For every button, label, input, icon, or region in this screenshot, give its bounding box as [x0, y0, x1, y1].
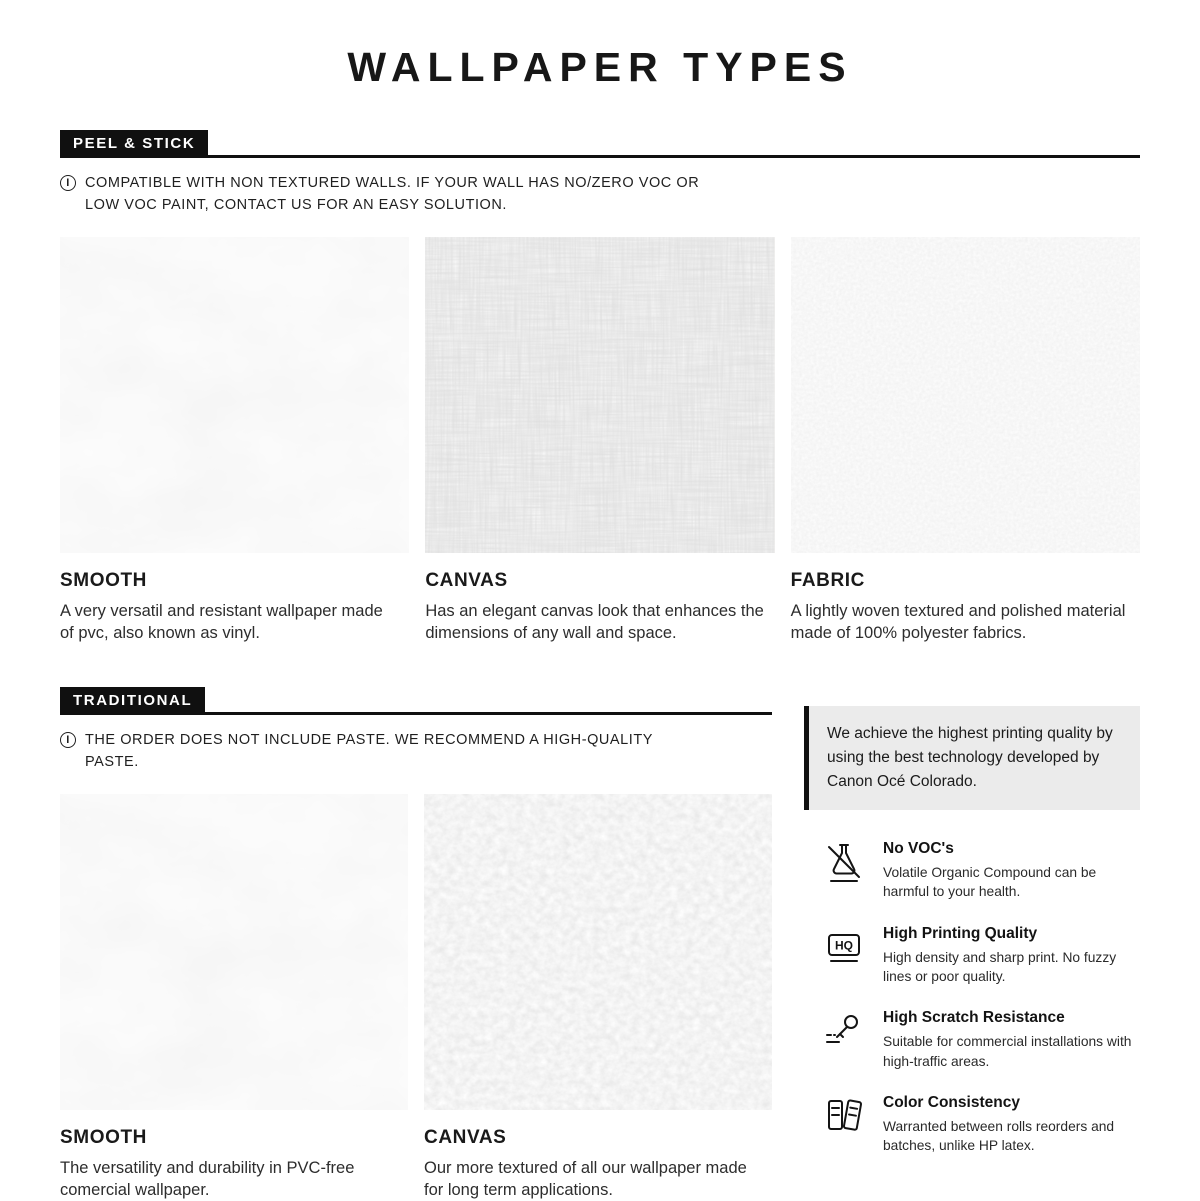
peel-stick-note	[60, 173, 700, 217]
swatch-card-fabric	[791, 237, 1140, 645]
fabric-texture-image	[791, 237, 1140, 553]
feature-title: High Scratch Resistance	[883, 1009, 1065, 1027]
info-icon: I	[60, 732, 76, 748]
swatch-description: Our more textured of all our wallpaper made for long term applications.	[424, 1158, 747, 1199]
feature-text	[883, 1094, 1135, 1156]
canvas-texture-image	[424, 794, 772, 1110]
smooth-texture-image	[60, 237, 409, 553]
traditional-section-chip: TRADITIONAL	[60, 687, 205, 713]
feature-list	[804, 840, 1140, 1156]
feature-title: No VOC's	[883, 840, 954, 858]
feature-color-consistency	[822, 1094, 1140, 1156]
feature-title: Color Consistency	[883, 1093, 1020, 1111]
peel-stick-section-header	[60, 129, 1140, 158]
no-voc-icon	[822, 840, 866, 884]
swatch-title: FABRIC	[790, 569, 865, 591]
peel-stick-section-chip: PEEL & STICK	[60, 130, 208, 156]
canvas-texture-image	[425, 237, 774, 553]
bottom-area	[60, 686, 1140, 1201]
peel-stick-note-text: COMPATIBLE WITH NON TEXTURED WALLS. IF YOUR WALL HAS NO/ZERO VOC OR LOW VOC PAINT, CONTACT US FOR AN EASY SOLUTION.	[85, 175, 700, 213]
traditional-section	[60, 686, 772, 1201]
swatch-card-smooth	[60, 794, 408, 1201]
feature-title: High Printing Quality	[883, 924, 1038, 942]
swatch-title: CANVAS	[425, 569, 508, 591]
feature-text	[883, 1009, 1135, 1071]
smooth-texture-image	[60, 794, 408, 1110]
peel-stick-swatch-grid	[60, 237, 1140, 645]
feature-description: High density and sharp print. No fuzzy lines or poor quality.	[883, 949, 1117, 985]
feature-text	[883, 840, 1135, 902]
swatch-card-smooth	[60, 237, 409, 645]
high-printing-quality-icon	[822, 925, 866, 969]
info-icon: I	[60, 175, 76, 191]
swatch-title: SMOOTH	[60, 569, 147, 591]
feature-description: Volatile Organic Compound can be harmful to your health.	[883, 865, 1097, 900]
swatch-description: Has an elegant canvas look that enhances the dimensions of any wall and space.	[425, 601, 764, 642]
feature-description: Suitable for commercial installations with high-traffic areas.	[883, 1034, 1132, 1069]
printing-quality-quote: We achieve the highest printing quality by using the best technology developed by Canon Océ Colorado.	[804, 706, 1140, 810]
swatch-description: A lightly woven textured and polished material made of 100% polyester fabrics.	[790, 601, 1126, 642]
color-consistency-icon	[822, 1094, 866, 1138]
swatch-description: A very versatil and resistant wallpaper made of pvc, also known as vinyl.	[60, 601, 383, 642]
svg-text:HQ: HQ	[835, 938, 853, 953]
traditional-swatch-grid	[60, 794, 772, 1201]
page-title: WALLPAPER TYPES	[347, 44, 853, 90]
swatch-description: The versatility and durability in PVC-free comercial wallpaper.	[60, 1158, 355, 1199]
swatch-title: CANVAS	[424, 1126, 507, 1148]
feature-no-voc	[822, 840, 1140, 902]
swatch-title: SMOOTH	[60, 1126, 147, 1148]
swatch-card-canvas	[424, 794, 772, 1201]
traditional-section-header	[60, 686, 772, 715]
feature-description: Warranted between rolls reorders and batches, unlike HP latex.	[883, 1118, 1115, 1154]
feature-high-scratch-resistance	[822, 1009, 1140, 1071]
traditional-note-text: THE ORDER DOES NOT INCLUDE PASTE. WE RECOMMEND A HIGH-QUALITY PASTE.	[85, 732, 653, 770]
feature-high-printing-quality	[822, 925, 1140, 987]
swatch-card-canvas	[425, 237, 774, 645]
feature-text	[883, 925, 1135, 987]
quality-info-column	[804, 686, 1140, 1201]
scratch-resistance-icon	[822, 1009, 866, 1053]
traditional-note	[60, 730, 700, 774]
